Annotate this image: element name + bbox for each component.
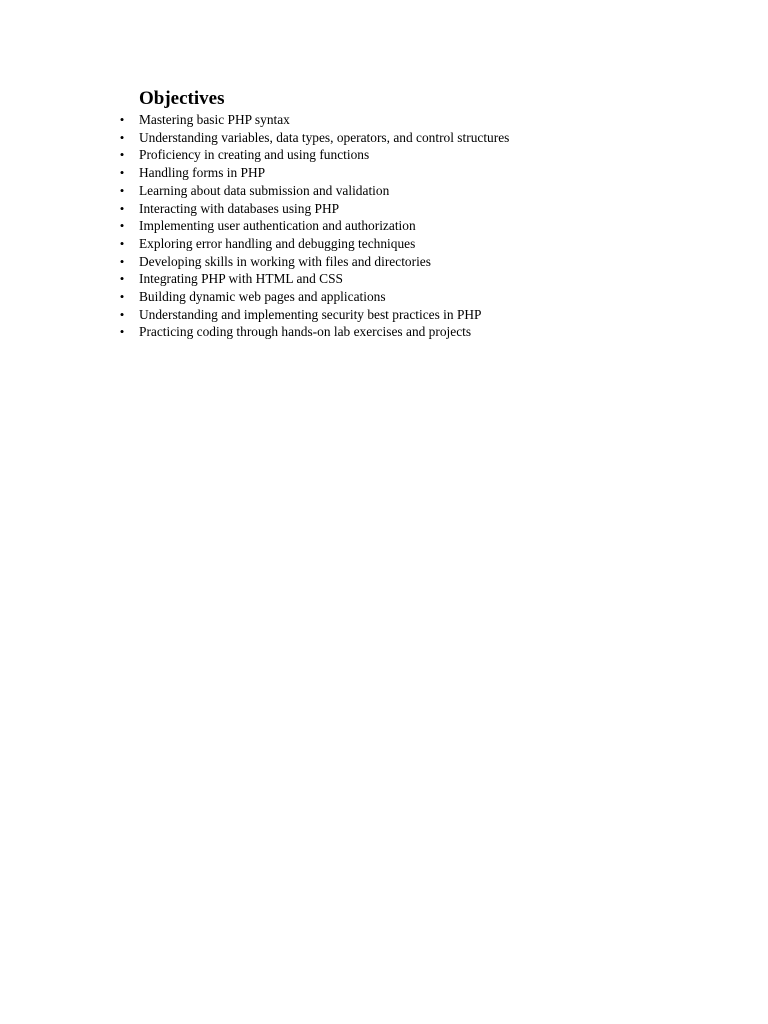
bullet-icon: • bbox=[119, 253, 125, 269]
objective-text: Developing skills in working with files and directories bbox=[139, 253, 431, 269]
list-item bbox=[119, 288, 739, 306]
bullet-icon: • bbox=[119, 235, 125, 251]
list-item bbox=[119, 146, 739, 164]
list-item bbox=[119, 270, 739, 288]
bullet-icon: • bbox=[119, 271, 125, 287]
bullet-icon: • bbox=[119, 306, 125, 322]
objectives-heading: Objectives bbox=[139, 88, 225, 109]
objective-text: Building dynamic web pages and applications bbox=[139, 289, 386, 305]
list-item bbox=[119, 235, 739, 253]
list-item bbox=[119, 129, 739, 147]
bullet-icon: • bbox=[119, 182, 125, 198]
objective-text: Mastering basic PHP syntax bbox=[139, 112, 290, 127]
bullet-icon: • bbox=[119, 147, 125, 163]
list-item bbox=[119, 323, 739, 341]
bullet-icon: • bbox=[119, 112, 125, 127]
objectives-list bbox=[119, 111, 739, 341]
list-item bbox=[119, 306, 739, 324]
objectives-section bbox=[119, 88, 739, 341]
list-item bbox=[119, 200, 739, 218]
bullet-icon: • bbox=[119, 324, 125, 340]
objective-text: Understanding variables, data types, operators, and control structures bbox=[139, 129, 510, 145]
list-item bbox=[119, 253, 739, 271]
objective-text: Implementing user authentication and authorization bbox=[139, 218, 416, 234]
list-item bbox=[119, 182, 739, 200]
bullet-icon: • bbox=[119, 129, 125, 145]
bullet-icon: • bbox=[119, 200, 125, 216]
objective-text: Integrating PHP with HTML and CSS bbox=[139, 271, 343, 287]
list-item bbox=[119, 164, 739, 182]
bullet-icon: • bbox=[119, 289, 125, 305]
objective-text: Handling forms in PHP bbox=[139, 165, 266, 181]
list-item bbox=[119, 111, 739, 129]
bullet-icon: • bbox=[119, 218, 125, 234]
objective-text: Learning about data submission and validation bbox=[139, 182, 390, 198]
list-item bbox=[119, 217, 739, 235]
objective-text: Practicing coding through hands-on lab exercises and projects bbox=[139, 324, 472, 340]
bullet-icon: • bbox=[119, 165, 125, 181]
objective-text: Understanding and implementing security best practices in PHP bbox=[139, 306, 482, 322]
objective-text: Proficiency in creating and using functions bbox=[139, 147, 370, 163]
objective-text: Interacting with databases using PHP bbox=[139, 200, 340, 216]
objective-text: Exploring error handling and debugging techniques bbox=[139, 235, 416, 251]
